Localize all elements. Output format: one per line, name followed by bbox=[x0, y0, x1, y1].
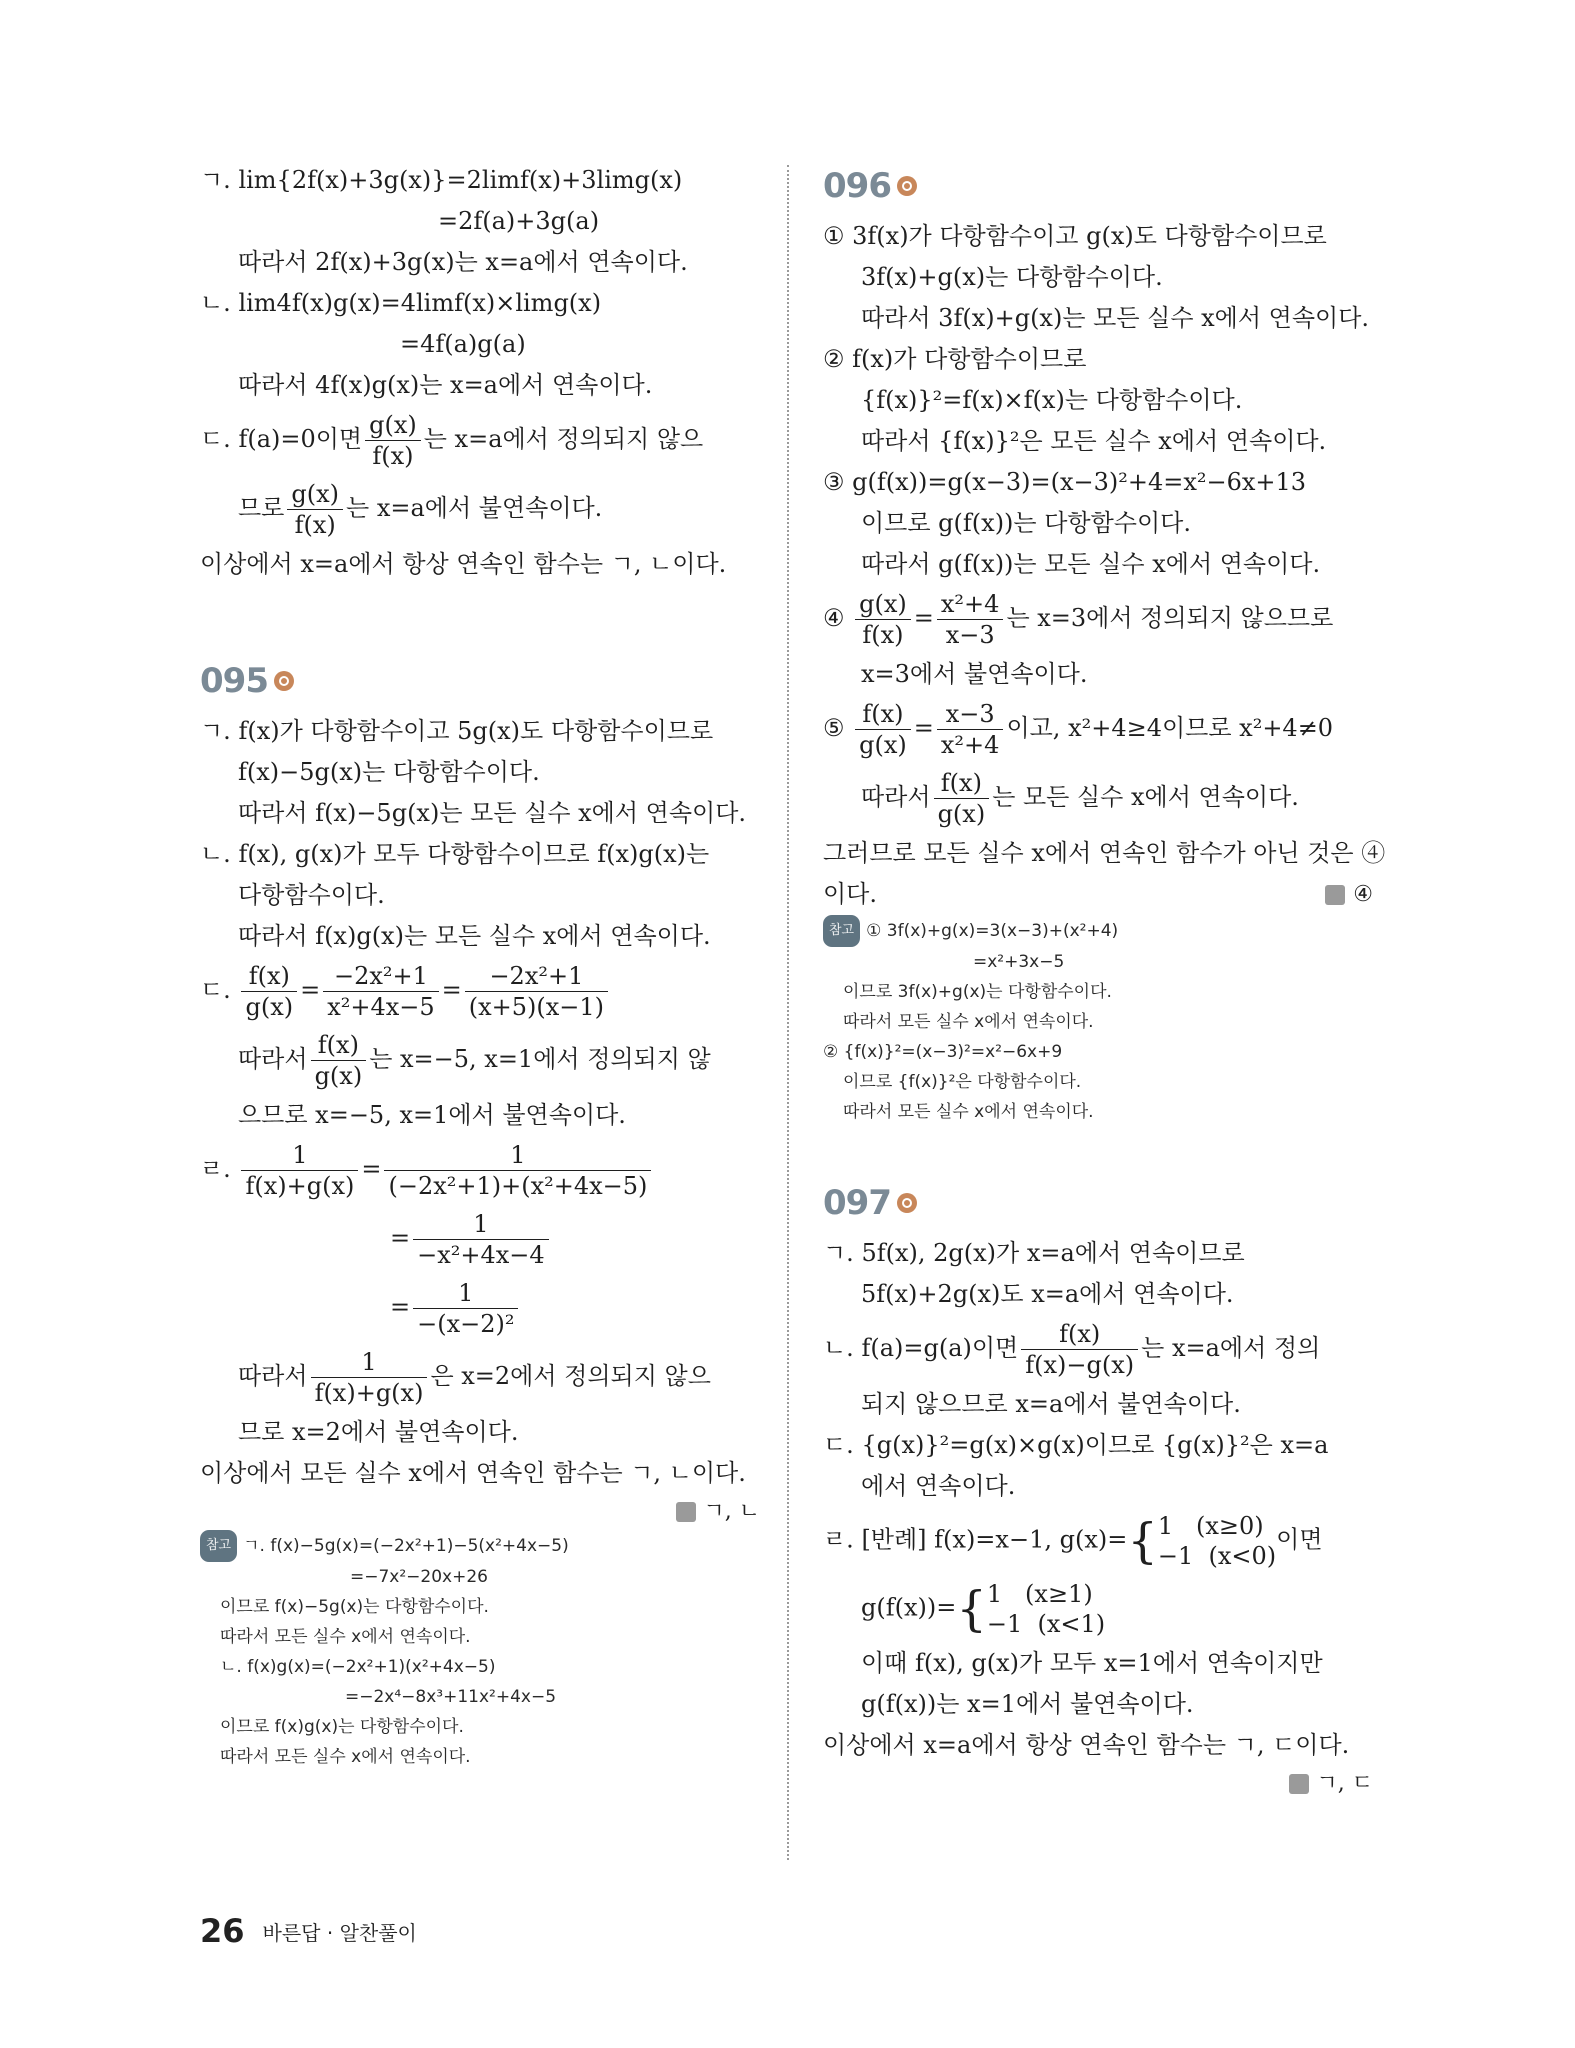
q097-line-5: ㄷ. {g(x)}²=g(x)×g(x)이므로 {g(x)}²은 x=a bbox=[823, 1431, 1329, 1459]
fraction: $\frac{\text{−2x²+1}}{\text{x²+4x−5}}$ bbox=[323, 961, 438, 1022]
intro-line-6: 따라서 4f(x)g(x)는 x=a에서 연속이다. bbox=[238, 371, 653, 399]
book-title: 바른답 · 알찬풀이 bbox=[262, 1920, 417, 1945]
q096-note-line-4: 따라서 모든 실수 x에서 연속이다. bbox=[843, 1012, 1094, 1032]
intro-line-8: 므로 $\frac{g(x)}{f(x)}$ 는 x=a에서 불연속이다. bbox=[238, 480, 603, 539]
q095-note-line-5: ㄴ. f(x)g(x)=(−2x²+1)(x²+4x−5) bbox=[220, 1657, 496, 1677]
q096-line-9: 따라서 g(f(x))는 모든 실수 x에서 연속이다. bbox=[861, 550, 1321, 578]
q097-line-11: 이상에서 x=a에서 항상 연속인 함수는 ㄱ, ㄷ이다. bbox=[823, 1731, 1350, 1759]
page-number: 26 bbox=[200, 1912, 245, 1950]
q096-line-12: ⑤ $\frac{f(x)}{g(x)}$ = $\frac{x-3}{\text{x²+4}}$ 이고, x²+4≥4이므로 x²+4≠0 bbox=[823, 700, 1334, 759]
q096-answer: ④ bbox=[1325, 874, 1373, 915]
q096-note-line-7: 따라서 모든 실수 x에서 연속이다. bbox=[843, 1102, 1094, 1122]
q096-line-10: ④ $\frac{g(x)}{f(x)}$ = $\frac{\text{x²+4}}{x-3}$ 는 x=3에서 정의되지 않으므로 bbox=[823, 590, 1334, 649]
q095-note-line-6: =−2x⁴−8x³+11x²+4x−5 bbox=[345, 1687, 557, 1707]
fraction: $\frac{g(x)}{f(x)}$ bbox=[855, 589, 911, 650]
intro-line-7: ㄷ. f(a)=0이면 $\frac{g(x)}{f(x)}$ 는 x=a에서 정의되지 않으 bbox=[200, 411, 704, 470]
q095-answer: ㄱ, ㄴ bbox=[200, 1494, 760, 1530]
q096-line-8: 이므로 g(f(x))는 다항함수이다. bbox=[861, 509, 1191, 537]
q095-line-13: 따라서 $\frac{1}{f(x)+g(x)}$ 은 x=2에서 정의되지 않으 bbox=[238, 1348, 711, 1407]
fraction: $\frac{\text{x²+4}}{x-3}$ bbox=[937, 589, 1004, 650]
difficulty-icon bbox=[897, 1193, 917, 1213]
fraction: $\frac{f(x)}{f(x)-g(x)}$ bbox=[1021, 1319, 1138, 1380]
q096-line-2: 3f(x)+g(x)는 다항함수이다. bbox=[861, 263, 1163, 291]
q097-line-10: g(f(x))는 x=1에서 불연속이다. bbox=[861, 1690, 1194, 1718]
q096-note-line-3: 이므로 3f(x)+g(x)는 다항함수이다. bbox=[843, 982, 1112, 1002]
fraction: $\frac{1}{\text{(−2x²+1)+(x²+4x−5)}}$ bbox=[384, 1140, 651, 1201]
q095-line-11: = $\frac{1}{\text{−x²+4x−4}}$ bbox=[200, 1205, 760, 1274]
fraction: $\frac{g(x)}{f(x)}$ bbox=[365, 410, 421, 471]
q097-line-8: g(f(x))={ 1 (x≥1) −1 (x<1) bbox=[861, 1580, 1106, 1638]
fraction: $\frac{x-3}{\text{x²+4}}$ bbox=[937, 699, 1004, 760]
q096-note-line-6: 이므로 {f(x)}²은 다항함수이다. bbox=[843, 1072, 1082, 1092]
q096-note-line-5: ② {f(x)}²=(x−3)²=x²−6x+9 bbox=[823, 1042, 1063, 1062]
q097-line-3: ㄴ. f(a)=g(a)이면 $\frac{f(x)}{f(x)-g(x)}$ 는 x=a에서 정의 bbox=[823, 1320, 1321, 1379]
q096-line-1: ① 3f(x)가 다항함수이고 g(x)도 다항함수이므로 bbox=[823, 222, 1327, 250]
page-footer bbox=[200, 1912, 417, 1950]
intro-line-2: =2f(a)+3g(a) bbox=[438, 207, 600, 235]
q096-line-5: {f(x)}²=f(x)×f(x)는 다항함수이다. bbox=[861, 386, 1243, 414]
q097-line-1: ㄱ. 5f(x), 2g(x)가 x=a에서 연속이므로 bbox=[823, 1239, 1245, 1267]
question-number: 097 bbox=[823, 1183, 891, 1223]
q095-line-15: 이상에서 모든 실수 x에서 연속인 함수는 ㄱ, ㄴ이다. bbox=[200, 1459, 746, 1487]
fraction: $\frac{f(x)}{g(x)}$ bbox=[934, 768, 990, 829]
q096-line-15: 이다. ④ bbox=[823, 874, 1373, 915]
q095-note-line-7: 이므로 f(x)g(x)는 다항함수이다. bbox=[220, 1717, 464, 1737]
q097-line-6: 에서 연속이다. bbox=[861, 1472, 1016, 1500]
fraction: $\frac{g(x)}{f(x)}$ bbox=[287, 479, 343, 540]
intro-line-4: ㄴ. lim4f(x)g(x)=4limf(x)×limg(x) bbox=[200, 289, 602, 317]
fraction: $\frac{1}{\text{−(x−2)²}}$ bbox=[413, 1278, 518, 1339]
q096-line-6: 따라서 {f(x)}²은 모든 실수 x에서 연속이다. bbox=[861, 427, 1327, 455]
brace: { bbox=[1127, 1513, 1158, 1569]
q095-note-line-3: 이므로 f(x)−5g(x)는 다항함수이다. bbox=[220, 1597, 489, 1617]
q095-note-line-2: =−7x²−20x+26 bbox=[350, 1567, 488, 1587]
left-column bbox=[200, 160, 760, 1772]
q097-answer: ㄱ, ㄷ bbox=[823, 1766, 1373, 1802]
q096-line-11: x=3에서 불연속이다. bbox=[861, 660, 1088, 688]
piecewise: 1 (x≥0) −1 (x<0) bbox=[1157, 1512, 1277, 1570]
q095-line-2: f(x)−5g(x)는 다항함수이다. bbox=[238, 758, 540, 786]
question-number: 095 bbox=[200, 661, 268, 701]
q097-line-2: 5f(x)+2g(x)도 x=a에서 연속이다. bbox=[861, 1280, 1234, 1308]
answer-icon bbox=[1289, 1774, 1309, 1794]
fraction: $\frac{f(x)}{g(x)}$ bbox=[311, 1030, 367, 1091]
q096-line-3: 따라서 3f(x)+g(x)는 모든 실수 x에서 연속이다. bbox=[861, 304, 1370, 332]
fraction: $\frac{1}{f(x)+g(x)}$ bbox=[311, 1347, 428, 1408]
q095-line-9: 으므로 x=−5, x=1에서 불연속이다. bbox=[238, 1101, 626, 1129]
q095-line-1: ㄱ. f(x)가 다항함수이고 5g(x)도 다항함수이므로 bbox=[200, 717, 714, 745]
note-badge: 참고 bbox=[200, 1530, 237, 1562]
fraction: $\frac{1}{f(x)+g(x)}$ bbox=[241, 1140, 358, 1201]
q096-line-14: 그러므로 모든 실수 x에서 연속인 함수가 아닌 것은 ④ bbox=[823, 839, 1386, 867]
q095-line-4: ㄴ. f(x), g(x)가 모두 다항함수이므로 f(x)g(x)는 bbox=[200, 840, 710, 868]
note-badge: 참고 bbox=[823, 915, 860, 947]
q095-note-line-4: 따라서 모든 실수 x에서 연속이다. bbox=[220, 1627, 471, 1647]
brace: { bbox=[956, 1581, 987, 1637]
q095-line-6: 따라서 f(x)g(x)는 모든 실수 x에서 연속이다. bbox=[238, 922, 711, 950]
difficulty-icon bbox=[274, 671, 294, 691]
q095-line-5: 다항함수이다. bbox=[238, 881, 385, 909]
question-096-header bbox=[823, 160, 1373, 212]
fraction: $\frac{f(x)}{g(x)}$ bbox=[855, 699, 911, 760]
fraction: $\frac{\text{−2x²+1}}{(x+5)(x-1)}$ bbox=[465, 961, 608, 1022]
q096-note-line-2: =x²+3x−5 bbox=[973, 952, 1065, 972]
q096-line-4: ② f(x)가 다항함수이므로 bbox=[823, 345, 1087, 373]
q096-note-line-1: 참고 ① 3f(x)+g(x)=3(x−3)+(x²+4) bbox=[823, 915, 1373, 947]
q097-line-9: 이때 f(x), g(x)가 모두 x=1에서 연속이지만 bbox=[861, 1649, 1323, 1677]
q095-note-line-1: 참고 ㄱ. f(x)−5g(x)=(−2x²+1)−5(x²+4x−5) bbox=[200, 1530, 760, 1562]
intro-line-9: 이상에서 x=a에서 항상 연속인 함수는 ㄱ, ㄴ이다. bbox=[200, 550, 727, 578]
q097-line-7: ㄹ. [반례] f(x)=x−1, g(x)={ 1 (x≥0) −1 (x<0) 이면 bbox=[823, 1512, 1323, 1570]
column-divider bbox=[787, 165, 789, 1860]
q095-line-8: 따라서 $\frac{f(x)}{g(x)}$ 는 x=−5, x=1에서 정의되지 않 bbox=[238, 1031, 711, 1090]
q097-line-4: 되지 않으므로 x=a에서 불연속이다. bbox=[861, 1390, 1241, 1418]
intro-line-5: =4f(a)g(a) bbox=[400, 330, 526, 358]
q096-line-7: ③ g(f(x))=g(x−3)=(x−3)²+4=x²−6x+13 bbox=[823, 468, 1307, 496]
question-095-header bbox=[200, 655, 760, 707]
q095-line-14: 므로 x=2에서 불연속이다. bbox=[238, 1418, 519, 1446]
question-number: 096 bbox=[823, 166, 891, 206]
intro-line-1: ㄱ. lim{2f(x)+3g(x)}=2limf(x)+3limg(x) bbox=[200, 166, 683, 194]
intro-line-3: 따라서 2f(x)+3g(x)는 x=a에서 연속이다. bbox=[238, 248, 688, 276]
answer-icon bbox=[1325, 885, 1345, 905]
q095-note-line-8: 따라서 모든 실수 x에서 연속이다. bbox=[220, 1747, 471, 1767]
answer-icon bbox=[676, 1502, 696, 1522]
q095-line-7: ㄷ. $\frac{f(x)}{g(x)}$ = $\frac{\text{−2x²+1}}{\text{x²+4x−5}}$ = $\frac{\text{−2x²+1}}{(x+5)(x-1)}$ bbox=[200, 957, 760, 1026]
fraction: $\frac{f(x)}{g(x)}$ bbox=[241, 961, 297, 1022]
fraction: $\frac{1}{\text{−x²+4x−4}}$ bbox=[413, 1209, 549, 1270]
q095-line-3: 따라서 f(x)−5g(x)는 모든 실수 x에서 연속이다. bbox=[238, 799, 747, 827]
q095-line-12: = $\frac{1}{\text{−(x−2)²}}$ bbox=[200, 1274, 760, 1343]
piecewise: 1 (x≥1) −1 (x<1) bbox=[986, 1580, 1106, 1638]
q096-line-13: 따라서 $\frac{f(x)}{g(x)}$ 는 모든 실수 x에서 연속이다. bbox=[861, 769, 1299, 828]
q095-line-10: ㄹ. $\frac{1}{f(x)+g(x)}$ = $\frac{1}{\text{(−2x²+1)+(x²+4x−5)}}$ bbox=[200, 1136, 760, 1205]
difficulty-icon bbox=[897, 176, 917, 196]
right-column bbox=[823, 160, 1386, 1802]
question-097-header bbox=[823, 1177, 1373, 1229]
